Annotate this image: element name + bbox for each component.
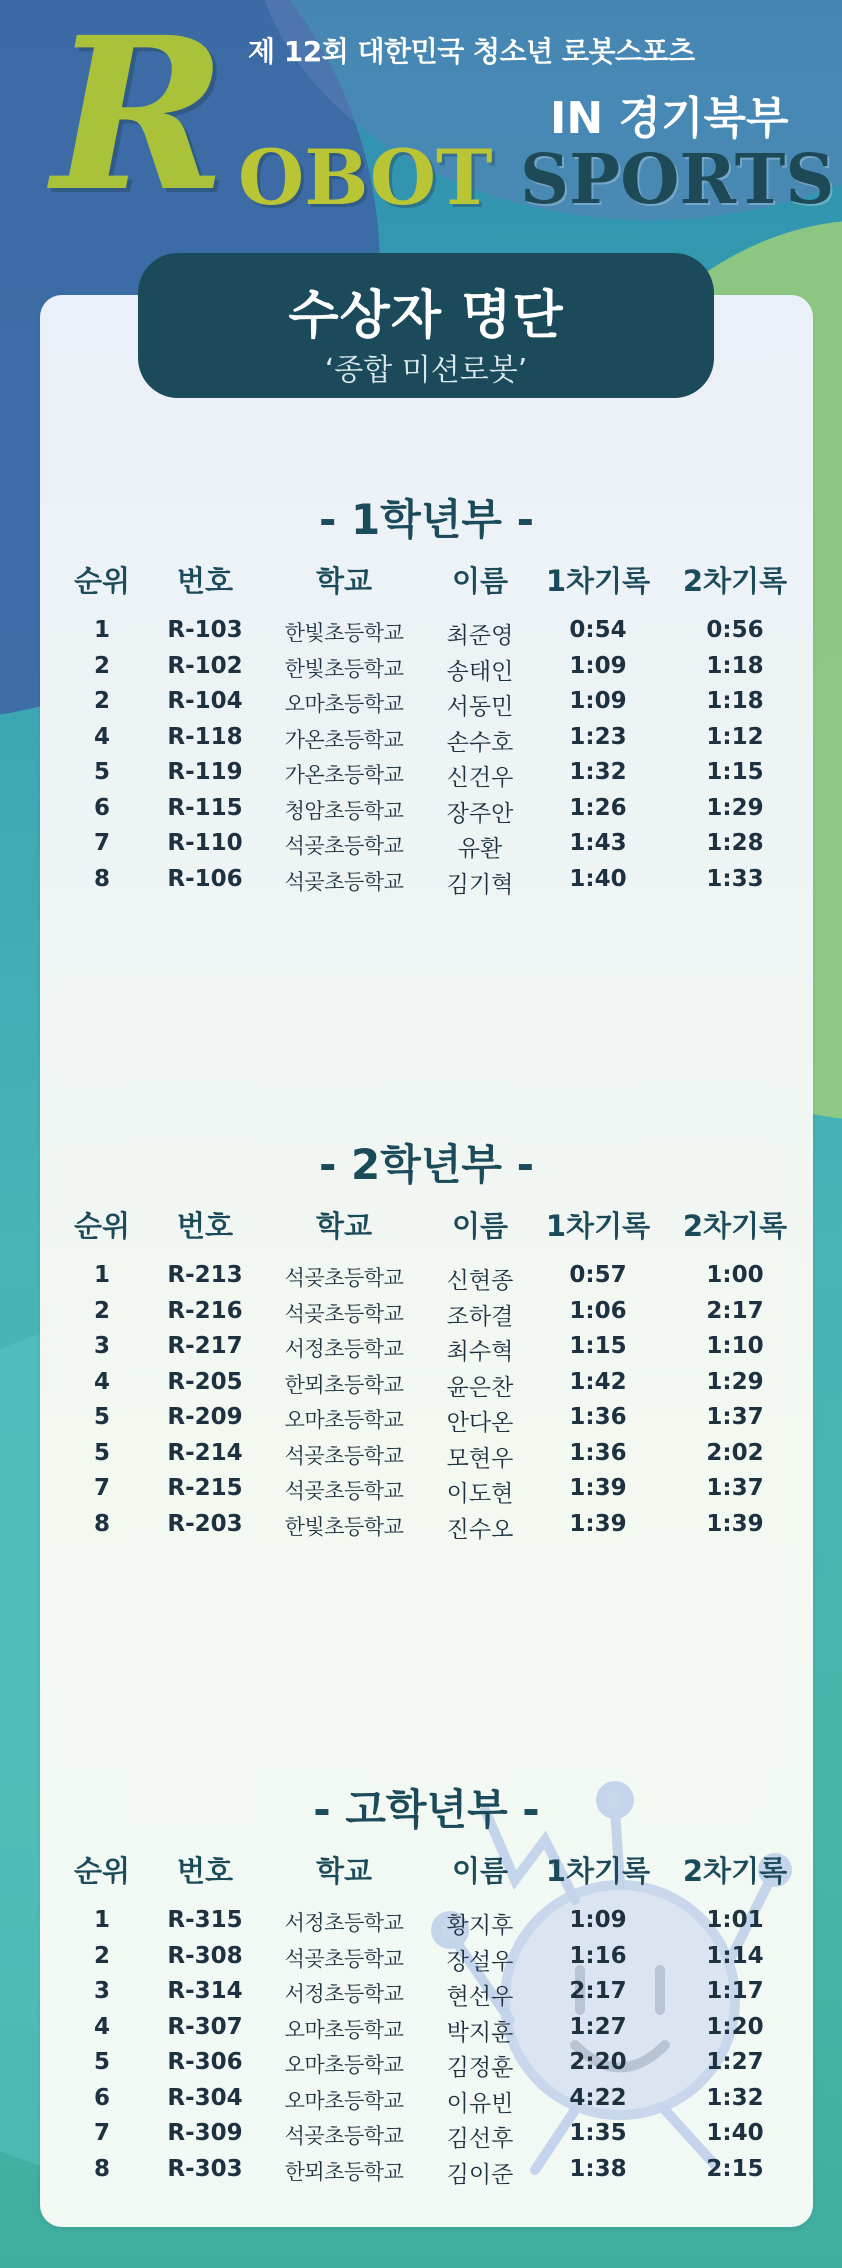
name-cell: 이유빈 xyxy=(446,2090,514,2117)
school-cell: 한뫼초등학교 xyxy=(284,1372,404,1397)
record-2-cell: 1:32 xyxy=(706,2084,764,2111)
table-row xyxy=(40,866,813,902)
table-row xyxy=(40,2120,813,2156)
rank-cell: 1 xyxy=(93,1907,111,1933)
record-1-cell: 1:09 xyxy=(569,652,627,679)
record-2-cell: 0:56 xyxy=(706,617,764,643)
record-1-cell: 1:39 xyxy=(569,1510,627,1537)
record-1-cell: 2:20 xyxy=(569,2049,627,2075)
table-row xyxy=(40,653,813,689)
number-cell: R-308 xyxy=(167,1942,243,1969)
school-cell: 한빛초등학교 xyxy=(284,1514,404,1539)
number-cell: R-306 xyxy=(167,2049,243,2075)
number-cell: R-103 xyxy=(167,617,243,643)
rank-cell: 5 xyxy=(93,1404,111,1430)
logo-text-sports: SPORTS xyxy=(520,140,835,220)
table-row xyxy=(40,724,813,760)
name-cell: 황지후 xyxy=(446,1913,514,1939)
name-cell: 김정훈 xyxy=(446,2055,514,2081)
column-header-record-2: 2차기록 xyxy=(682,1209,788,1243)
column-header-number: 번호 xyxy=(176,1854,234,1888)
school-cell: 석곶초등학교 xyxy=(284,869,404,894)
name-cell: 모현우 xyxy=(446,1445,514,1472)
rank-cell: 2 xyxy=(93,1942,111,1969)
name-cell: 신건우 xyxy=(446,765,514,791)
record-1-cell: 1:38 xyxy=(569,2155,627,2182)
record-1-cell: 1:26 xyxy=(569,794,627,821)
school-cell: 서정초등학교 xyxy=(284,1337,404,1361)
table-row xyxy=(40,1907,813,1943)
number-cell: R-102 xyxy=(167,652,243,679)
section-heading: - 고학년부 - xyxy=(313,1785,540,1834)
record-1-cell: 1:42 xyxy=(569,1368,627,1395)
number-cell: R-209 xyxy=(167,1404,243,1430)
table-row xyxy=(40,1369,813,1405)
name-cell: 이도현 xyxy=(446,1481,514,1507)
column-header-number: 번호 xyxy=(176,1209,234,1243)
column-headers xyxy=(40,559,813,599)
column-header-name: 이름 xyxy=(451,564,509,598)
record-2-cell: 1:12 xyxy=(706,723,764,750)
record-2-cell: 1:39 xyxy=(706,1510,764,1537)
school-cell: 오마초등학교 xyxy=(284,2017,404,2042)
rank-cell: 7 xyxy=(93,2120,111,2146)
school-cell: 한빛초등학교 xyxy=(284,656,404,681)
number-cell: R-104 xyxy=(167,688,243,714)
column-header-school: 학교 xyxy=(315,1209,373,1243)
name-cell: 서동민 xyxy=(446,694,514,720)
record-1-cell: 1:39 xyxy=(569,1475,627,1501)
table-row xyxy=(40,1475,813,1511)
number-cell: R-119 xyxy=(167,759,243,785)
table-row xyxy=(40,1333,813,1369)
school-cell: 석곶초등학교 xyxy=(284,2124,404,2148)
logo-letter-r: R xyxy=(52,0,227,238)
record-2-cell: 1:29 xyxy=(706,1368,764,1395)
record-2-cell: 1:18 xyxy=(706,652,764,679)
rank-cell: 5 xyxy=(93,759,111,785)
rank-cell: 5 xyxy=(93,1439,111,1466)
column-header-rank: 순위 xyxy=(73,1854,131,1888)
table-row xyxy=(40,759,813,795)
table-row xyxy=(40,830,813,866)
column-header-record-2: 2차기록 xyxy=(682,564,788,598)
record-2-cell: 1:10 xyxy=(706,1333,764,1359)
column-header-school: 학교 xyxy=(315,1854,373,1888)
rank-cell: 8 xyxy=(93,865,111,892)
table-row xyxy=(40,617,813,653)
event-logo-header xyxy=(0,0,842,260)
column-header-name: 이름 xyxy=(451,1209,509,1243)
table-row xyxy=(40,2085,813,2121)
column-header-rank: 순위 xyxy=(73,1209,131,1243)
name-cell: 장설우 xyxy=(446,1948,514,1975)
school-cell: 석곶초등학교 xyxy=(284,1443,404,1468)
results-table xyxy=(40,617,813,901)
name-cell: 장주안 xyxy=(446,800,514,827)
column-header-rank: 순위 xyxy=(73,564,131,598)
record-1-cell: 1:16 xyxy=(569,1942,627,1969)
record-2-cell: 2:02 xyxy=(706,1439,764,1466)
rank-cell: 8 xyxy=(93,1510,111,1537)
column-header-record-1: 1차기록 xyxy=(545,1209,651,1243)
number-cell: R-215 xyxy=(167,1475,243,1501)
record-2-cell: 1:37 xyxy=(706,1475,764,1501)
record-2-cell: 1:28 xyxy=(706,830,764,856)
rank-cell: 6 xyxy=(93,794,111,821)
column-header-record-2: 2차기록 xyxy=(682,1854,788,1888)
record-1-cell: 1:40 xyxy=(569,865,627,892)
number-cell: R-115 xyxy=(167,794,243,821)
page-title: 수상자 명단 xyxy=(288,286,564,346)
record-1-cell: 1:35 xyxy=(569,2120,627,2146)
number-cell: R-213 xyxy=(167,1262,243,1288)
rank-cell: 1 xyxy=(93,1262,111,1288)
rank-cell: 5 xyxy=(93,2049,111,2075)
school-cell: 오마초등학교 xyxy=(284,692,404,716)
name-cell: 김기혁 xyxy=(446,871,514,898)
name-cell: 최준영 xyxy=(446,623,514,649)
record-1-cell: 1:36 xyxy=(569,1439,627,1466)
school-cell: 청암초등학교 xyxy=(284,798,404,823)
record-1-cell: 0:54 xyxy=(569,617,627,643)
school-cell: 석곶초등학교 xyxy=(284,834,404,858)
number-cell: R-118 xyxy=(167,723,243,750)
record-1-cell: 1:32 xyxy=(569,759,627,785)
rank-cell: 4 xyxy=(93,1368,111,1395)
table-row xyxy=(40,688,813,724)
rank-cell: 1 xyxy=(93,617,111,643)
column-headers xyxy=(40,1849,813,1889)
name-cell: 윤은찬 xyxy=(446,1374,514,1401)
rank-cell: 7 xyxy=(93,830,111,856)
record-2-cell: 2:17 xyxy=(706,1297,764,1324)
table-row xyxy=(40,1404,813,1440)
name-cell: 현선우 xyxy=(446,1984,514,2010)
school-cell: 가온초등학교 xyxy=(284,763,404,787)
record-2-cell: 1:15 xyxy=(706,759,764,785)
name-cell: 박지훈 xyxy=(446,2019,514,2046)
name-cell: 김선후 xyxy=(446,2126,514,2152)
record-1-cell: 1:15 xyxy=(569,1333,627,1359)
record-1-cell: 1:43 xyxy=(569,830,627,856)
number-cell: R-106 xyxy=(167,865,243,892)
table-row xyxy=(40,1943,813,1979)
column-header-school: 학교 xyxy=(315,564,373,598)
record-2-cell: 2:15 xyxy=(706,2155,764,2182)
table-row xyxy=(40,1511,813,1547)
record-2-cell: 1:33 xyxy=(706,865,764,892)
section-heading: - 1학년부 - xyxy=(318,495,535,544)
name-cell: 신현종 xyxy=(446,1268,514,1294)
school-cell: 한빛초등학교 xyxy=(284,621,404,645)
results-table xyxy=(40,1262,813,1546)
school-cell: 석곶초등학교 xyxy=(284,1946,404,1971)
name-cell: 최수혁 xyxy=(446,1339,514,1365)
event-edition-title: 제 12회 대한민국 청소년 로봇스포츠 xyxy=(248,35,695,68)
table-row xyxy=(40,1440,813,1476)
event-region: IN 경기북부 xyxy=(550,93,789,144)
number-cell: R-314 xyxy=(167,1978,243,2004)
rank-cell: 3 xyxy=(93,1333,111,1359)
record-1-cell: 2:17 xyxy=(569,1978,627,2004)
column-header-record-1: 1차기록 xyxy=(545,1854,651,1888)
number-cell: R-217 xyxy=(167,1333,243,1359)
section-heading: - 2학년부 - xyxy=(318,1140,535,1189)
school-cell: 오마초등학교 xyxy=(284,1408,404,1432)
record-2-cell: 1:20 xyxy=(706,2013,764,2040)
table-row xyxy=(40,1298,813,1334)
table-row xyxy=(40,1262,813,1298)
number-cell: R-203 xyxy=(167,1510,243,1537)
record-1-cell: 1:09 xyxy=(569,1907,627,1933)
school-cell: 오마초등학교 xyxy=(284,2088,404,2113)
rank-cell: 4 xyxy=(93,2013,111,2040)
number-cell: R-205 xyxy=(167,1368,243,1395)
record-1-cell: 1:06 xyxy=(569,1297,627,1324)
record-2-cell: 1:14 xyxy=(706,1942,764,1969)
rank-cell: 3 xyxy=(93,1978,111,2004)
record-1-cell: 1:23 xyxy=(569,723,627,750)
record-1-cell: 1:36 xyxy=(569,1404,627,1430)
rank-cell: 2 xyxy=(93,1297,111,1324)
rank-cell: 6 xyxy=(93,2084,111,2111)
results-table xyxy=(40,1907,813,2191)
record-1-cell: 0:57 xyxy=(569,1262,627,1288)
number-cell: R-315 xyxy=(167,1907,243,1933)
rank-cell: 7 xyxy=(93,1475,111,1501)
record-2-cell: 1:27 xyxy=(706,2049,764,2075)
record-1-cell: 4:22 xyxy=(569,2084,627,2111)
number-cell: R-214 xyxy=(167,1439,243,1466)
table-row xyxy=(40,2049,813,2085)
column-header-number: 번호 xyxy=(176,564,234,598)
name-cell: 조하결 xyxy=(446,1303,514,1330)
name-cell: 송태인 xyxy=(446,658,514,685)
record-2-cell: 1:00 xyxy=(706,1262,764,1288)
record-2-cell: 1:18 xyxy=(706,688,764,714)
logo-text-obot: OBOT xyxy=(238,133,493,222)
record-1-cell: 1:27 xyxy=(569,2013,627,2040)
school-cell: 석곶초등학교 xyxy=(284,1301,404,1326)
table-row xyxy=(40,1978,813,2014)
name-cell: 손수호 xyxy=(446,729,514,756)
title-banner xyxy=(138,253,714,398)
school-cell: 오마초등학교 xyxy=(284,2053,404,2077)
record-2-cell: 1:17 xyxy=(706,1978,764,2004)
record-2-cell: 1:01 xyxy=(706,1907,764,1933)
number-cell: R-216 xyxy=(167,1297,243,1324)
number-cell: R-307 xyxy=(167,2013,243,2040)
number-cell: R-309 xyxy=(167,2120,243,2146)
column-header-record-1: 1차기록 xyxy=(545,564,651,598)
name-cell: 유환 xyxy=(457,836,503,862)
name-cell: 안다온 xyxy=(446,1410,514,1436)
page-subtitle: ‘종합 미션로봇’ xyxy=(324,353,528,388)
column-headers xyxy=(40,1204,813,1244)
record-2-cell: 1:40 xyxy=(706,2120,764,2146)
table-row xyxy=(40,795,813,831)
record-2-cell: 1:37 xyxy=(706,1404,764,1430)
column-header-name: 이름 xyxy=(451,1854,509,1888)
number-cell: R-110 xyxy=(167,830,243,856)
rank-cell: 2 xyxy=(93,688,111,714)
number-cell: R-304 xyxy=(167,2084,243,2111)
record-2-cell: 1:29 xyxy=(706,794,764,821)
rank-cell: 2 xyxy=(93,652,111,679)
school-cell: 서정초등학교 xyxy=(284,1911,404,1935)
name-cell: 김이준 xyxy=(446,2161,514,2188)
rank-cell: 8 xyxy=(93,2155,111,2182)
school-cell: 서정초등학교 xyxy=(284,1982,404,2006)
record-1-cell: 1:09 xyxy=(569,688,627,714)
school-cell: 석곶초등학교 xyxy=(284,1479,404,1503)
name-cell: 진수오 xyxy=(446,1516,514,1543)
table-row xyxy=(40,2014,813,2050)
table-row xyxy=(40,2156,813,2192)
school-cell: 석곶초등학교 xyxy=(284,1266,404,1290)
school-cell: 가온초등학교 xyxy=(284,727,404,752)
rank-cell: 4 xyxy=(93,723,111,750)
school-cell: 한뫼초등학교 xyxy=(284,2159,404,2184)
number-cell: R-303 xyxy=(167,2155,243,2182)
